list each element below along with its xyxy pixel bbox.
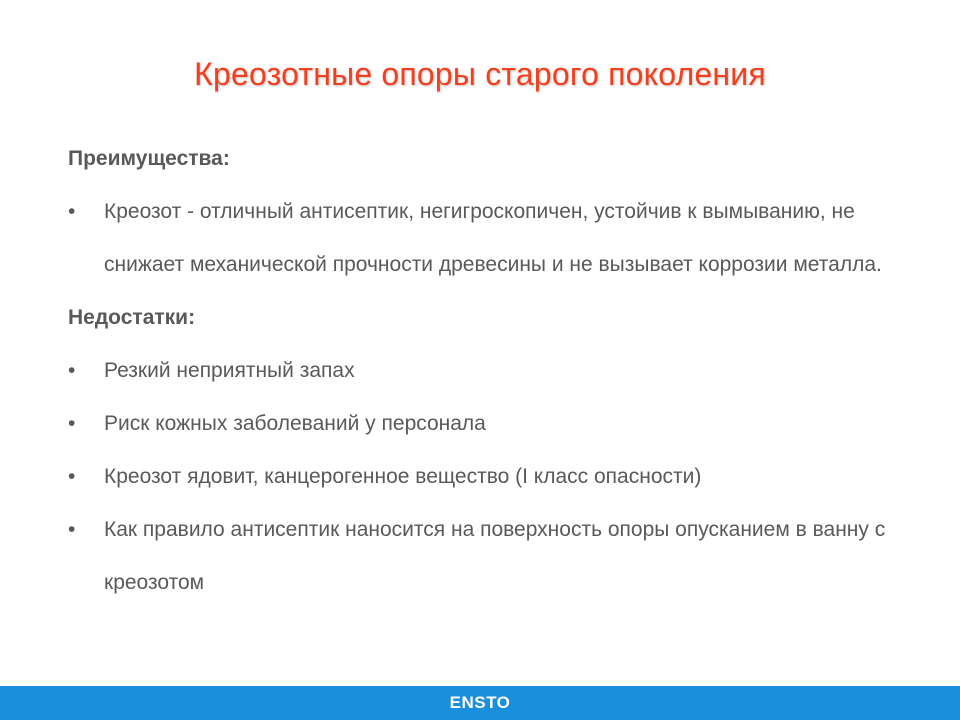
list-item-text: Резкий неприятный запах [104,359,355,382]
footer-bar [0,686,960,720]
list-item [68,503,918,609]
list-item [68,185,918,291]
advantages-heading: Преимущества: [68,147,230,170]
slide-title: Креозотные опоры старого поколения [194,56,766,92]
ensto-logo: ENSTO [449,693,511,712]
slide-content [68,132,918,609]
list-item [68,397,918,450]
list-item-text: Как правило антисептик наносится на поверхность опоры опусканием в ванну с креозотом [104,518,886,594]
bullet-icon: • [68,465,76,488]
bullet-icon: • [68,518,76,541]
list-item-text: Креозот ядовит, канцерогенное вещество (I класс опасности) [104,465,702,488]
disadvantages-heading: Недостатки: [68,306,196,329]
bullet-icon: • [68,200,76,223]
disadvantages-list [68,344,918,609]
list-item [68,450,918,503]
list-item-text: Креозот - отличный антисептик, негигроскопичен, устойчив к вымыванию, не снижает механической прочности древесины и не вызывает коррозии металла. [104,200,882,276]
bullet-icon: • [68,412,76,435]
advantages-list [68,185,918,291]
bullet-icon: • [68,359,76,382]
list-item-text: Риск кожных заболеваний у персонала [104,412,486,435]
list-item [68,344,918,397]
